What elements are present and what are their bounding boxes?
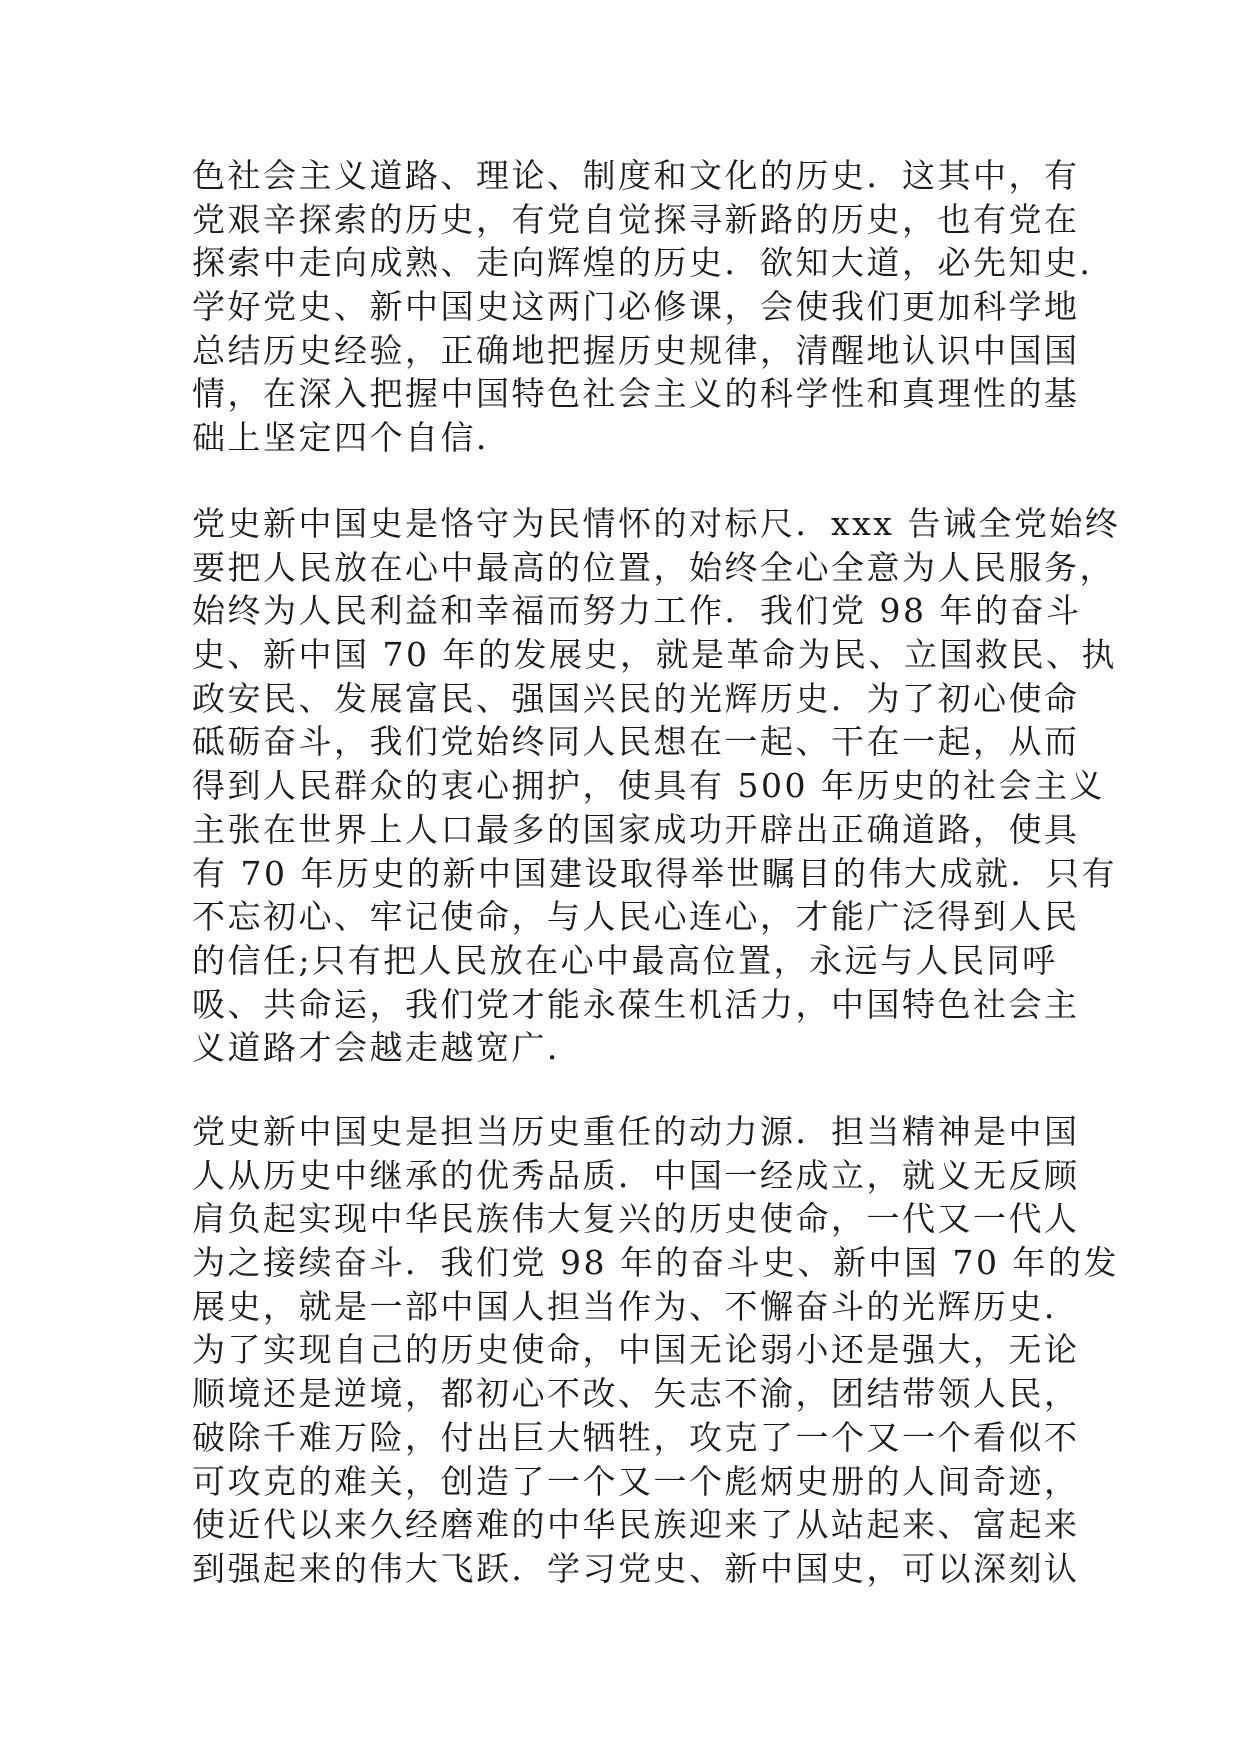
text-line: 情，在深入把握中国特色社会主义的科学性和真理性的基 bbox=[192, 374, 1080, 414]
text-line: 使近代以来久经磨难的中华民族迎来了从站起来、富起来 bbox=[192, 1505, 1080, 1545]
text-line: 学好党史、新中国史这两门必修课，会使我们更加科学地 bbox=[192, 287, 1080, 327]
text-line: 要把人民放在心中最高的位置，始终全心全意为人民服务， bbox=[192, 547, 1115, 587]
text-line: 探索中走向成熟、走向辉煌的历史．欲知大道，必先知史． bbox=[192, 243, 1115, 283]
text-line: 色社会主义道路、理论、制度和文化的历史．这其中，有 bbox=[192, 156, 1080, 195]
text-line: 有 70 年历史的新中国建设取得举世瞩目的伟大成就．只有 bbox=[192, 853, 1117, 893]
text-line: 主张在世界上人口最多的国家成功开辟出正确道路，使具 bbox=[192, 809, 1080, 849]
text-line: 政安民、发展富民、强国兴民的光辉历史．为了初心使命 bbox=[192, 678, 1080, 718]
text-line: 肩负起实现中华民族伟大复兴的历史使命，一代又一代人 bbox=[192, 1199, 1080, 1239]
text-line: 础上坚定四个自信． bbox=[192, 418, 512, 458]
text-line: 展史，就是一部中国人担当作为、不懈奋斗的光辉历史． bbox=[192, 1286, 1080, 1326]
text-line: 人从历史中继承的优秀品质．中国一经成立，就义无反顾 bbox=[192, 1155, 1080, 1195]
text-line: 不忘初心、牢记使命，与人民心连心，才能广泛得到人民 bbox=[192, 897, 1080, 937]
text-line: 破除千难万险，付出巨大牺牲，攻克了一个又一个看似不 bbox=[192, 1417, 1080, 1457]
text-line: 义道路才会越走越宽广． bbox=[192, 1028, 583, 1068]
text-line: 可攻克的难关，创造了一个又一个彪炳史册的人间奇迹， bbox=[192, 1461, 1080, 1501]
text-line: 为之接续奋斗．我们党 98 年的奋斗史、新中国 70 年的发 bbox=[192, 1243, 1119, 1283]
text-line: 的信任;只有把人民放在心中最高位置，永远与人民同呼 bbox=[192, 940, 1058, 980]
text-line: 为了实现自己的历史使命，中国无论弱小还是强大，无论 bbox=[192, 1330, 1080, 1370]
text-line: 党史新中国史是担当历史重任的动力源．担当精神是中国 bbox=[192, 1112, 1080, 1151]
text-line: 顺境还是逆境，都初心不改、矢志不渝，团结带领人民， bbox=[192, 1374, 1080, 1414]
text-line: 党史新中国史是恪守为民情怀的对标尺．xxx 告诫全党始终 bbox=[192, 504, 1121, 543]
text-line: 到强起来的伟大飞跃．学习党史、新中国史，可以深刻认 bbox=[192, 1548, 1080, 1588]
text-line: 党艰辛探索的历史，有党自觉探寻新路的历史，也有党在 bbox=[192, 199, 1080, 239]
paragraph-1 bbox=[192, 154, 1115, 460]
paragraph-2 bbox=[192, 502, 1121, 1070]
text-line: 总结历史经验，正确地把握历史规律，清醒地认识中国国 bbox=[192, 330, 1080, 370]
paragraph-3 bbox=[192, 1110, 1119, 1591]
text-line: 始终为人民利益和幸福而努力工作．我们党 98 年的奋斗 bbox=[192, 591, 1082, 631]
text-line: 吸、共命运，我们党才能永葆生机活力，中国特色社会主 bbox=[192, 984, 1080, 1024]
text-line: 砥砺奋斗，我们党始终同人民想在一起、干在一起，从而 bbox=[192, 722, 1080, 762]
text-line: 史、新中国 70 年的发展史，就是革命为民、立国救民、执 bbox=[192, 635, 1117, 675]
text-line: 得到人民群众的衷心拥护，使具有 500 年历史的社会主义 bbox=[192, 766, 1105, 806]
